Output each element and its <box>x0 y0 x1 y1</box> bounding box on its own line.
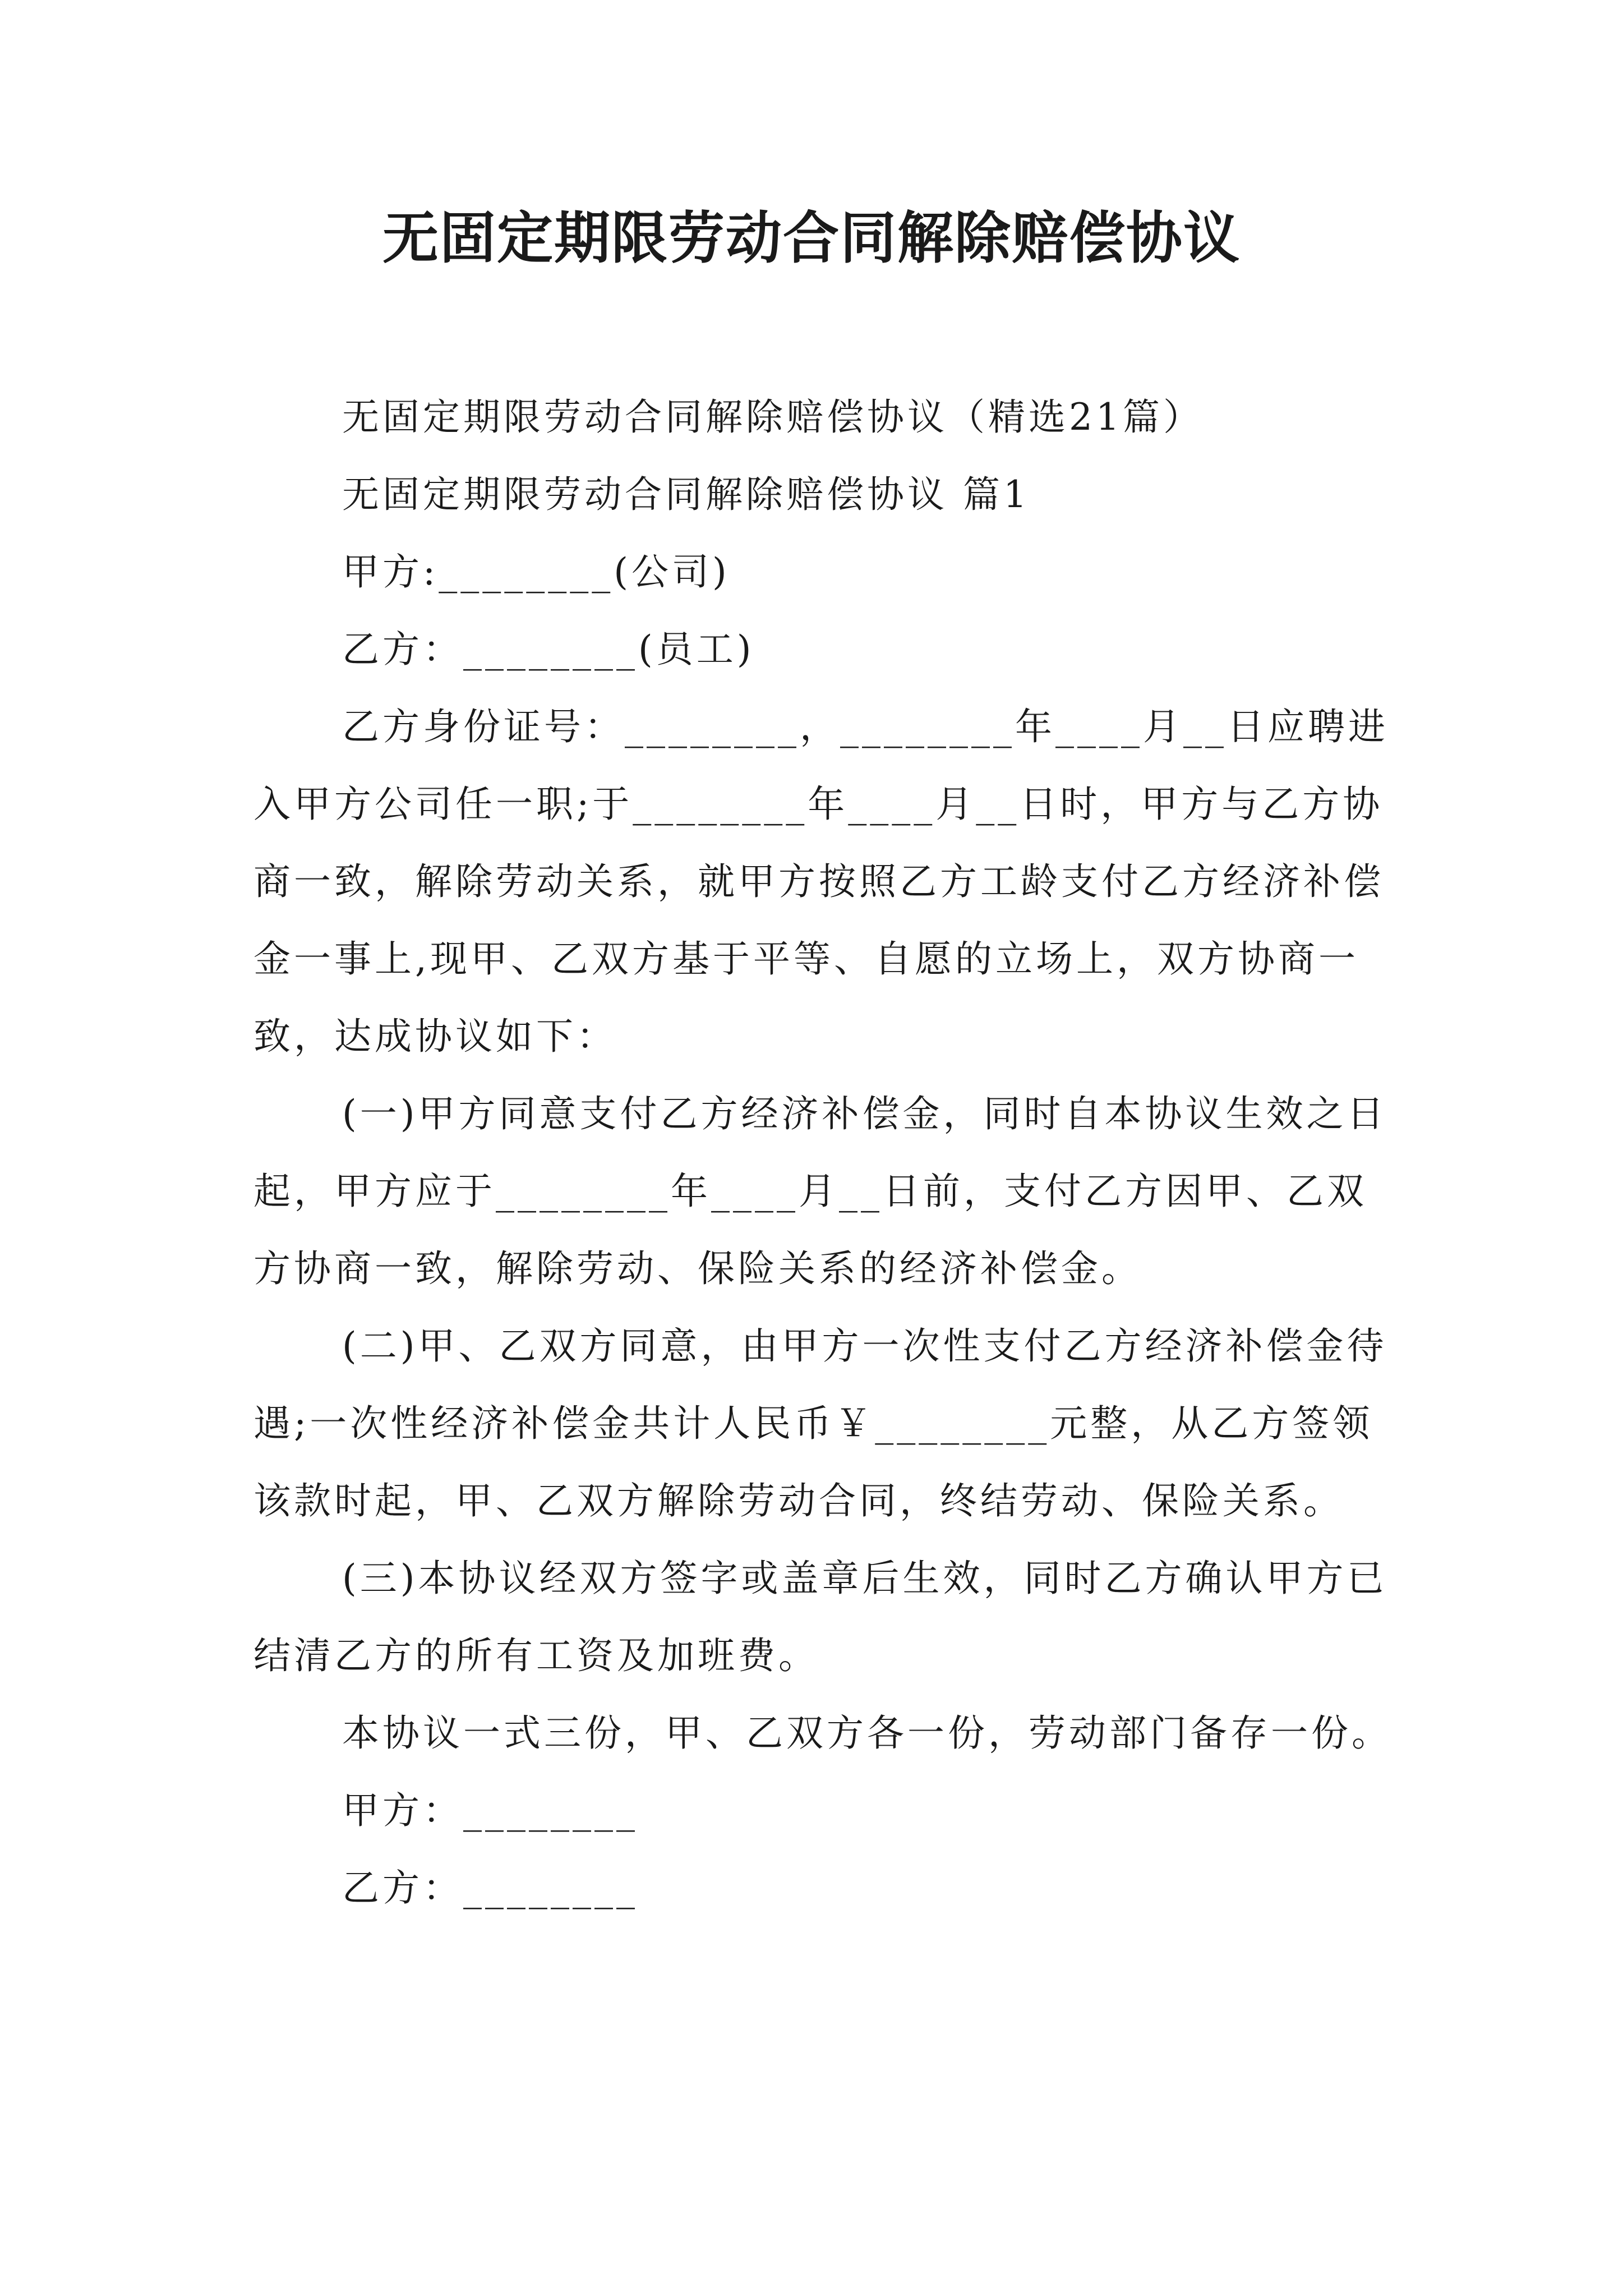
subtitle-paragraph: 无固定期限劳动合同解除赔偿协议（精选21篇） <box>342 395 1204 439</box>
clause-one-paragraph: (一)甲方同意支付乙方经济补偿金，同时自本协议生效之日起，甲方应于________年____月__日前，支付乙方因甲、乙双方协商一致，解除劳动、保险关系的经济补偿金。 <box>253 1092 1387 1290</box>
party-b-signature-line: 乙方：________ <box>342 1866 638 1910</box>
document-body <box>253 379 1403 1927</box>
party-a-line: 甲方:________(公司) <box>342 550 730 593</box>
section-heading: 无固定期限劳动合同解除赔偿协议 篇1 <box>342 473 1030 516</box>
copies-paragraph: 本协议一式三份，甲、乙双方各一份，劳动部门备存一份。 <box>342 1711 1392 1755</box>
intro-paragraph: 乙方身份证号：________，________年____月__日应聘进入甲方公司任一职;于________年____月__日时，甲方与乙方协商一致，解除劳动关系，就甲方按照乙方工龄支付乙方经济补偿金一事上,现甲、乙双方基于平等、自愿的立场上，双方协商一致，达成协议如下： <box>253 705 1389 1058</box>
document-title: 无固定期限劳动合同解除赔偿协议 <box>382 205 1241 271</box>
clause-three-paragraph: (三)本协议经双方签字或盖章后生效，同时乙方确认甲方已结清乙方的所有工资及加班费。 <box>253 1557 1387 1677</box>
party-b-line: 乙方：________(员工) <box>342 628 755 671</box>
party-a-signature-line: 甲方：________ <box>342 1789 638 1832</box>
clause-two-paragraph: (二)甲、乙双方同意，由甲方一次性支付乙方经济补偿金待遇;一次性经济补偿金共计人民币￥________元整，从乙方签领该款时起，甲、乙双方解除劳动合同，终结劳动、保险关系。 <box>253 1324 1387 1522</box>
